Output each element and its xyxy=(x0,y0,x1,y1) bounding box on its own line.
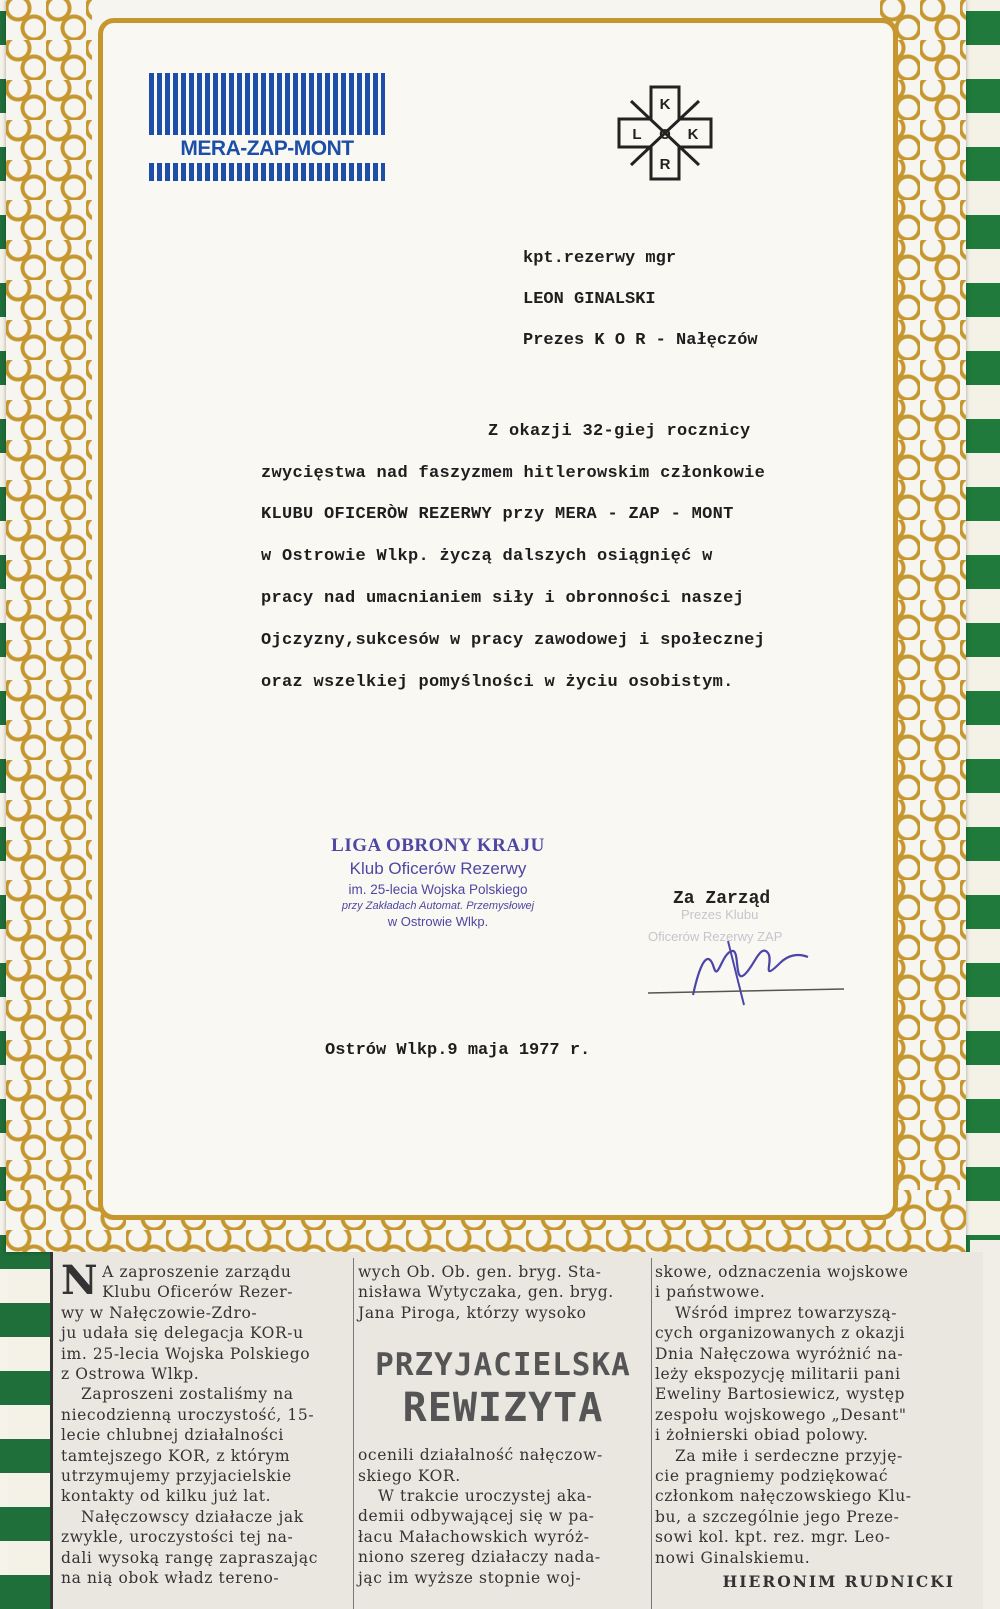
clip-col2-line: jąc im wyższe stopnie woj- xyxy=(358,1568,582,1587)
letter-line-5: pracy nad umacnianiem siły i obronności naszej xyxy=(261,589,745,608)
letter-line-6: Ojczyzny,sukcesów w pracy zawodowej i społecznej xyxy=(261,631,766,650)
clip-col1-line: utrzymujemy przyjacielskie xyxy=(61,1467,292,1486)
column-divider xyxy=(651,1258,652,1609)
date-line: Ostrów Wlkp.9 maja 1977 r. xyxy=(325,1041,591,1060)
signature-faint-club: Oficerów Rezerwy ZAP xyxy=(648,929,783,944)
stamp-line-2: Klub Oficerów Rezerwy xyxy=(349,859,527,878)
letter-line-2: zwycięstwa nad faszyzmem hitlerowskim członkowie xyxy=(261,464,766,483)
clip-col1-line: zwykle, uroczystości tej na- xyxy=(61,1528,294,1547)
clip-col3-line: i państwowe. xyxy=(655,1283,766,1302)
clip-col2-line: W trakcie uroczystej aka- xyxy=(378,1487,593,1506)
kor-emblem-icon xyxy=(613,81,717,185)
clip-col3-line: zespołu wojskowego „Desant" xyxy=(655,1405,907,1424)
clip-col3-line: nowi Ginalskiemu. xyxy=(655,1548,811,1567)
letter-line-1: Z okazji 32-giej rocznicy xyxy=(488,422,751,441)
address-rank: kpt.rezerwy mgr xyxy=(523,249,677,268)
stamp-line-4: przy Zakładach Automat. Przemysłowej xyxy=(341,900,535,912)
clip-col1-line: ju udała się delegacja KOR-u xyxy=(61,1324,304,1343)
drop-cap: N xyxy=(61,1257,99,1304)
clip-col1-line: z Ostrowa Wlkp. xyxy=(61,1365,200,1384)
signature-faint-title: Prezes Klubu xyxy=(681,907,759,922)
address-name: LEON GINALSKI xyxy=(523,290,656,309)
emblem-letter-right: K xyxy=(687,126,699,143)
clip-col3-line: cie pragniemy podziękować xyxy=(655,1467,889,1486)
clip-col1-line: dali wysoką rangę zapraszając xyxy=(61,1548,318,1567)
emblem-letter-center: O xyxy=(659,126,671,143)
letter-line-7: oraz wszelkiej pomyślności w życiu osobistym. xyxy=(261,673,734,692)
clip-col1-line: Klubu Oficerów Rezer- xyxy=(102,1283,294,1302)
clip-col2-line: Jana Piroga, którzy wysoko xyxy=(358,1303,587,1322)
headline-line-2: REWIZYTA xyxy=(402,1385,604,1432)
clip-col3-line: bu, a szczególnie jego Preze- xyxy=(655,1507,900,1526)
column-divider xyxy=(353,1258,354,1609)
mera-zap-mont-logo xyxy=(149,73,385,181)
clip-col3-line: leży ekspozycję militarii pani xyxy=(655,1365,901,1384)
clip-col1-line: A zaproszenie zarządu xyxy=(102,1263,292,1281)
clipping-column-1 xyxy=(61,1257,351,1589)
logo-text: MERA-ZAP-MONT xyxy=(149,135,385,163)
clip-col1-line: kontakty od kilku już lat. xyxy=(61,1487,272,1506)
emblem-letter-left: L xyxy=(632,126,642,143)
clip-col3-line: i żołnierski obiad polowy. xyxy=(655,1426,869,1445)
clip-col2-line: nisława Wytyczaka, gen. bryg. xyxy=(358,1283,614,1302)
stamp-line-3: im. 25-lecia Wojska Polskiego xyxy=(348,882,528,897)
gold-frame xyxy=(98,18,898,1220)
letter-line-3: KLUBU OFICERÒW REZERWY przy MERA - ZAP - MONT xyxy=(261,505,734,524)
clip-col3-line: sowi kol. kpt. rez. mgr. Leo- xyxy=(655,1528,891,1547)
clip-col1-line: Nałęczowscy działacze jak xyxy=(81,1507,304,1526)
clip-col3-line: skowe, odznaczenia wojskowe xyxy=(655,1263,909,1281)
letter-line-4: w Ostrowie Wlkp. życzą dalszych osiągnięć w xyxy=(261,547,713,566)
clip-col3-line: Wśród imprez towarzyszą- xyxy=(675,1303,898,1322)
stamp-line-5: w Ostrowie Wlkp. xyxy=(387,914,489,929)
clipping-column-2 xyxy=(358,1262,648,1588)
clip-col2-line: skiego KOR. xyxy=(358,1466,461,1485)
clip-col1-line: lecie chlubnej działalności xyxy=(61,1426,284,1445)
clip-col3-line: Za miłe i serdeczne przyję- xyxy=(675,1446,903,1465)
clip-col1-line: im. 25-lecia Wojska Polskiego xyxy=(61,1344,311,1363)
headline-line-1: PRZYJACIELSKA xyxy=(375,1347,631,1384)
article-author: HIERONIM RUDNICKI xyxy=(722,1572,955,1592)
address-title: Prezes K O R - Nałęczów xyxy=(523,331,758,350)
handwritten-signature xyxy=(648,923,848,1013)
clip-col1-line: tamtejszego KOR, z którym xyxy=(61,1446,291,1465)
clip-col1-line: Zaproszeni zostaliśmy na xyxy=(81,1385,294,1404)
clip-col3-line: członkom nałęczowskiego Klu- xyxy=(655,1487,912,1506)
stamp-line-1: LIGA OBRONY KRAJU xyxy=(331,835,545,856)
diploma-sheet xyxy=(6,0,966,1252)
clip-col1-line: niecodzienną uroczystość, 15- xyxy=(61,1405,315,1424)
lok-stamp xyxy=(308,835,568,929)
clip-col3-line: Dnia Nałęczowa wyróżnić na- xyxy=(655,1344,904,1363)
clip-col1-line: wy w Nałęczowie-Zdro- xyxy=(61,1303,258,1322)
clip-col2-line: łacu Małachowskich wyróż- xyxy=(358,1527,590,1546)
clip-col1-line: na nią obok władz tereno- xyxy=(61,1569,280,1588)
clip-col2-line: niono szereg działaczy nada- xyxy=(358,1548,601,1567)
clip-col2-line: ocenili działalność nałęczow- xyxy=(358,1446,603,1465)
signature-label: Za Zarząd xyxy=(673,889,771,909)
emblem-letter-top: K xyxy=(659,96,671,113)
clip-col3-line: cych organizowanych z okazji xyxy=(655,1324,905,1343)
clip-col3-line: Eweliny Bartosiewicz, występ xyxy=(655,1385,906,1404)
clipping-column-3 xyxy=(655,1262,955,1593)
emblem-letter-bottom: R xyxy=(659,156,671,173)
ornament-border-left xyxy=(6,0,92,1252)
clip-col2-line: demii odbywającej się w pa- xyxy=(358,1507,595,1526)
newspaper-clipping xyxy=(50,1252,983,1609)
clip-col2-line: wych Ob. Ob. gen. bryg. Sta- xyxy=(358,1263,602,1281)
